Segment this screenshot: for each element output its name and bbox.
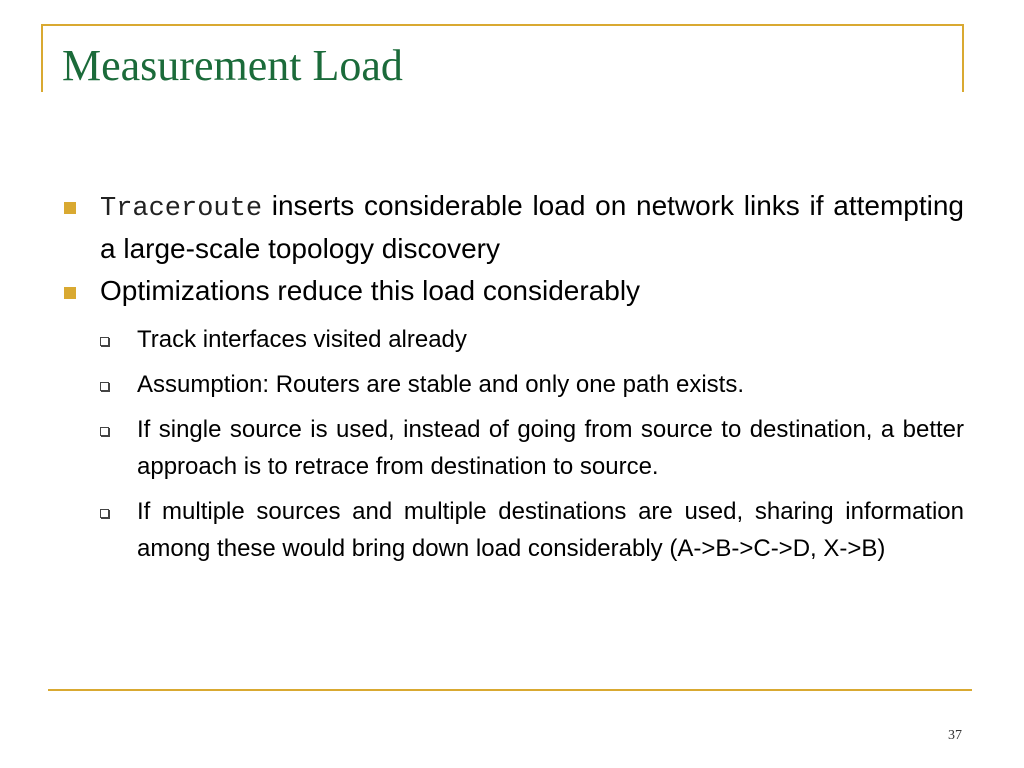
sub-bullet-item	[60, 411, 964, 485]
sub-bullet-item	[60, 366, 964, 403]
sub-bullet-text: If multiple sources and multiple destinations are used, sharing information among these would bring down load considerably (A->B->C->D, X->B)	[137, 498, 964, 562]
sub-bullet-text: Track interfaces visited already	[137, 326, 467, 353]
frame-top-rule	[41, 24, 963, 26]
hollow-square-bullet-icon	[100, 509, 109, 518]
sub-bullet-text: Assumption: Routers are stable and only one path exists.	[137, 371, 745, 398]
bullet-text: inserts considerable load on network links if attempting a large-scale topology discovery	[100, 190, 964, 264]
sub-bullet-item	[60, 493, 964, 567]
slide-title: Measurement Load	[62, 41, 403, 90]
square-bullet-icon	[64, 202, 76, 214]
footer-rule	[48, 689, 972, 691]
frame-left-rule	[41, 24, 43, 92]
bullet-item-traceroute	[60, 186, 964, 269]
traceroute-code: Traceroute	[100, 194, 263, 224]
sub-bullet-text: If single source is used, instead of going from source to destination, a better approach is to retrace from destination to source.	[137, 416, 964, 480]
slide-content	[60, 186, 964, 575]
bullet-item-optimizations	[60, 271, 964, 311]
page-number: 37	[948, 728, 962, 743]
sub-bullet-item	[60, 321, 964, 358]
hollow-square-bullet-icon	[100, 427, 109, 436]
sub-bullet-list	[60, 321, 964, 567]
bullet-text: Optimizations reduce this load considerably	[100, 275, 641, 306]
hollow-square-bullet-icon	[100, 337, 109, 346]
hollow-square-bullet-icon	[100, 382, 109, 391]
frame-right-rule	[962, 24, 964, 92]
square-bullet-icon	[64, 287, 76, 299]
